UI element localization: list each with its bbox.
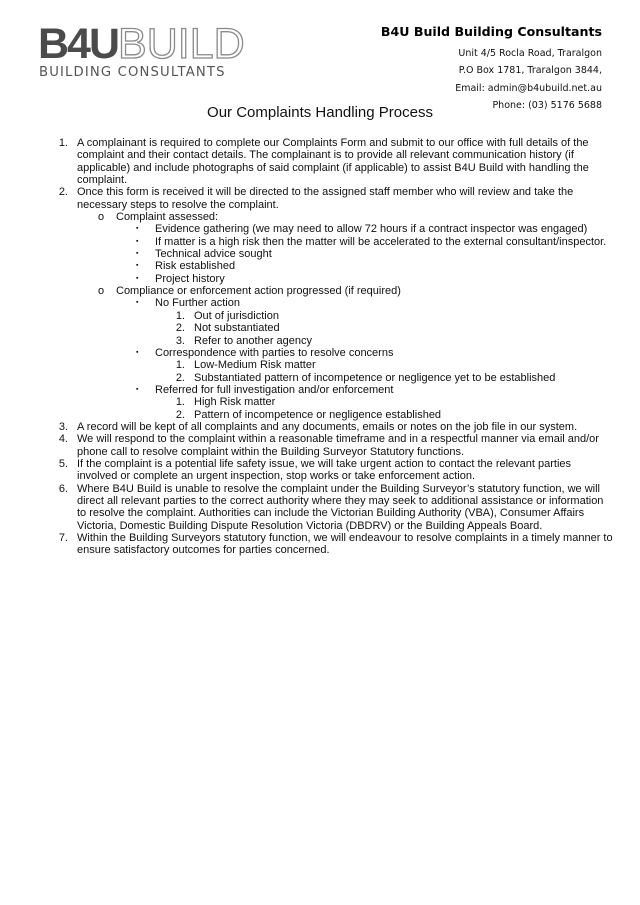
complaints-process-list [0, 137, 640, 557]
list-number: 6. [58, 482, 68, 495]
square-bullet-icon: ▪ [136, 348, 139, 356]
page-title: Our Complaints Handling Process [207, 104, 433, 121]
text-line: direct all relevant parties to the correct authority where they may seek to additional assistance or information [77, 494, 604, 507]
list-number: 1. [175, 309, 185, 322]
sub-list-item [0, 211, 640, 223]
square-bullet-icon: ▪ [136, 385, 139, 393]
bullet-item [0, 273, 640, 285]
address-line-1: Unit 4/5 Rocla Road, Traralgon [458, 48, 602, 59]
list-number: 2. [175, 371, 185, 384]
bullet-item [0, 297, 640, 309]
list-item [0, 458, 640, 483]
text-line: involved or complete an urgent inspection, stop works or take enforcement action. [77, 470, 476, 483]
text-line: ensure satisfactory outcomes for parties concerned. [77, 544, 330, 557]
numbered-sub-item [0, 372, 640, 384]
text-line: We will respond to the complaint within a reasonable timeframe and in a respectful manner via email and/or [77, 433, 599, 446]
list-item [0, 137, 640, 186]
list-item [0, 421, 640, 433]
text-line: complaint. [77, 174, 128, 187]
bullet-item [0, 384, 640, 396]
list-number: 2. [58, 186, 68, 199]
bullet-text: Risk established [155, 260, 236, 273]
list-number: 1. [175, 359, 185, 372]
sub-list-label: Compliance or enforcement action progressed (if required) [116, 285, 401, 298]
bullet-item [0, 236, 640, 248]
numbered-sub-item [0, 335, 640, 347]
logo-build: BUILD [118, 20, 245, 68]
text-line: Victoria, Domestic Building Dispute Resolution Victoria (DBDRV) or the Building Appeals Board. [77, 519, 543, 532]
company-details [381, 24, 602, 114]
sub-item-text: Low-Medium Risk matter [194, 359, 316, 372]
bullet-item [0, 260, 640, 272]
text-line: phone call to resolve complaint within the Building Surveyor Statutory functions. [77, 445, 465, 458]
bullet-item [0, 248, 640, 260]
logo-b4u: B4U [38, 20, 119, 68]
sub-item-text: Out of jurisdiction [194, 309, 279, 322]
bullet-text: Evidence gathering (we may need to allow 72 hours if a contract inspector was engaged) [155, 223, 588, 236]
numbered-sub-item [0, 310, 640, 322]
text-line: to resolve the complaint. Authorities can include the Victorian Building Authority (VBA), Consumer Affairs [77, 507, 585, 520]
bullet-text: Referred for full investigation and/or enforcement [155, 383, 394, 396]
text-line: Where B4U Build is unable to resolve the complaint under the Building Surveyor’s statutory function, we will [77, 482, 600, 495]
bullet-item [0, 347, 640, 359]
text-line: necessary steps to resolve the complaint. [77, 198, 279, 211]
sub-item-text: Not substantiated [194, 322, 280, 335]
bullet-text: Technical advice sought [155, 248, 272, 261]
sub-item-text: Substantiated pattern of incompetence or negligence yet to be established [194, 371, 556, 384]
numbered-sub-item [0, 322, 640, 334]
address-line-2: P.O Box 1781, Traralgon 3844, [458, 65, 602, 77]
bullet-item [0, 223, 640, 235]
numbered-sub-item [0, 409, 640, 421]
text-line: A complainant is required to complete our Complaints Form and submit to our office with full details of the [77, 137, 589, 149]
list-number: 2. [175, 322, 185, 335]
list-number: 2. [175, 408, 185, 421]
square-bullet-icon: ▪ [136, 237, 139, 245]
sub-item-text: Refer to another agency [194, 334, 313, 347]
circle-bullet-icon: o [98, 211, 105, 224]
text-line: Within the Building Surveyors statutory function, we will endeavour to resolve complaints in a timely manner to [77, 532, 613, 544]
company-logo [38, 22, 243, 82]
sub-item-text: Pattern of incompetence or negligence established [194, 408, 442, 421]
text-line: Once this form is received it will be directed to the assigned staff member who will review and take the [77, 186, 574, 199]
sub-list-label: Complaint assessed: [116, 211, 219, 224]
sub-item-text: High Risk matter [194, 396, 276, 409]
square-bullet-icon: ▪ [136, 262, 139, 270]
square-bullet-icon: ▪ [136, 225, 139, 233]
list-item [0, 532, 640, 557]
list-item [0, 186, 640, 211]
list-number: 4. [58, 433, 68, 446]
phone-line: Phone: (03) 5176 5688 [492, 99, 602, 111]
company-name: B4U Build Building Consultants [380, 24, 602, 39]
numbered-sub-item [0, 359, 640, 371]
text-line: If the complaint is a potential life safety issue, we will take urgent action to contact the relevant parties [77, 457, 572, 470]
sub-list-item [0, 285, 640, 297]
list-item [0, 433, 640, 458]
bullet-text: No Further action [155, 297, 240, 310]
list-number: 7. [58, 532, 68, 544]
list-number: 1. [175, 396, 185, 409]
list-number: 1. [58, 137, 68, 149]
list-item [0, 483, 640, 532]
numbered-sub-item [0, 396, 640, 408]
square-bullet-icon: ▪ [136, 299, 139, 307]
bullet-text: Correspondence with parties to resolve concerns [155, 346, 394, 359]
bullet-text: If matter is a high risk then the matter will be accelerated to the external consultant/inspector. [155, 235, 607, 248]
list-number: 5. [58, 457, 68, 470]
text-line: complaint and their contact details. The complainant is to provide all relevant communication history (if [77, 149, 574, 162]
logo-wordmark [38, 22, 245, 66]
bullet-text: Project history [155, 272, 225, 285]
list-number: 3. [58, 420, 68, 433]
logo-tagline: BUILDING CONSULTANTS [39, 65, 226, 80]
square-bullet-icon: ▪ [136, 274, 139, 282]
list-number: 3. [175, 334, 185, 347]
square-bullet-icon: ▪ [136, 250, 139, 258]
circle-bullet-icon: o [98, 285, 105, 298]
email-line: Email: admin@b4ubuild.net.au [455, 82, 602, 94]
text-line: A record will be kept of all complaints and any documents, emails or notes on the job file in our system. [77, 420, 578, 433]
text-line: applicable) and include photographs of said complaint (if applicable) to assist B4U Build with handling the [77, 161, 589, 174]
